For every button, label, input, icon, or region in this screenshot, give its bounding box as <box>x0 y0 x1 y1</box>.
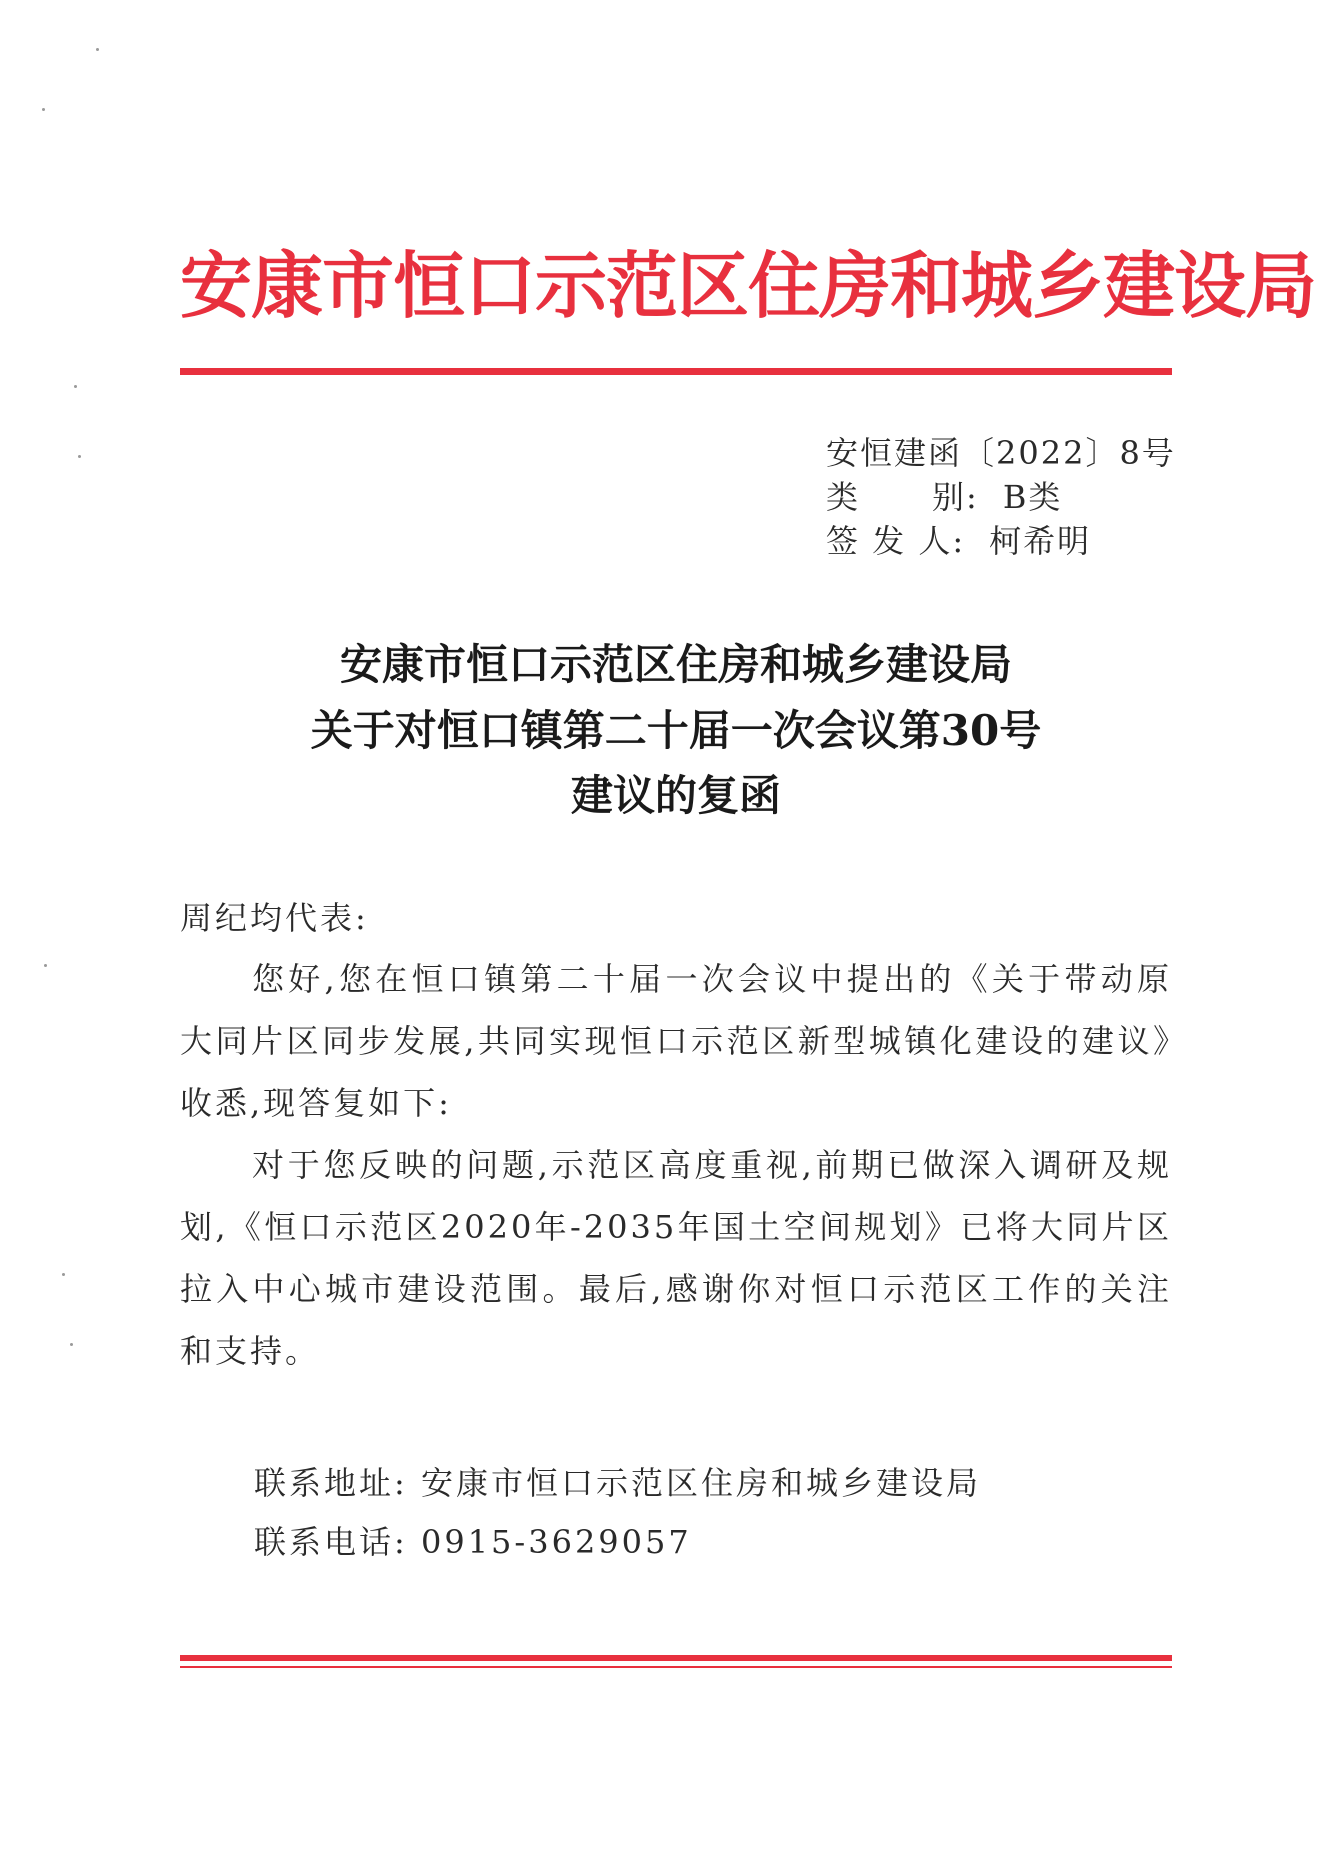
document-title-line-3: 建议的复函 <box>570 771 781 820</box>
document-title-line-1: 安康市恒口示范区住房和城乡建设局 <box>339 640 1012 689</box>
scan-artifact <box>44 964 47 967</box>
footer-divider <box>180 1655 1172 1661</box>
document-title-line-2: 关于对恒口镇第二十届一次会议第30号 <box>310 706 1042 755</box>
issuer-label: 签 发 人: <box>826 522 966 560</box>
body-paragraph-2: 对于您反映的问题,示范区高度重视,前期已做深入调研及规划,《恒口示范区2020年-2035年国土空间规划》已将大同片区拉入中心城市建设范围。最后,感谢你对恒口示范区工作的关注和支持。 <box>180 1146 1172 1370</box>
footer-divider-thin <box>180 1666 1172 1668</box>
issuer-name: 柯希明 <box>989 522 1092 560</box>
body-paragraph-1: 您好,您在恒口镇第二十届一次会议中提出的《关于带动原大同片区同步发展,共同实现恒口示范区新型城镇化建设的建议》收悉,现答复如下: <box>180 960 1172 1122</box>
contact-phone-value: 0915-3629057 <box>420 1523 692 1561</box>
scan-artifact <box>96 48 99 51</box>
scan-artifact <box>70 1343 73 1346</box>
scan-artifact <box>74 385 77 388</box>
category-label-2: 别: <box>932 478 979 516</box>
contact-phone-label: 联系电话: <box>254 1523 408 1561</box>
file-number: 安恒建函〔2022〕8号 <box>826 434 1176 472</box>
contact-address <box>254 1458 981 1504</box>
contact-address-value: 安康市恒口示范区住房和城乡建设局 <box>420 1464 981 1502</box>
scan-artifact <box>78 455 81 458</box>
contact-address-label: 联系地址: <box>254 1464 408 1502</box>
scan-artifact <box>42 108 45 111</box>
category-label: 类 <box>826 478 861 516</box>
document-category <box>826 472 1062 518</box>
letterhead-divider <box>180 368 1172 375</box>
letterhead-title: 安康市恒口示范区住房和城乡建设局 <box>180 244 1317 328</box>
contact-phone <box>254 1517 692 1563</box>
salutation: 周纪均代表: <box>180 899 369 937</box>
document-issuer <box>826 516 1091 562</box>
category-value: B类 <box>1002 478 1063 516</box>
scan-artifact <box>62 1273 65 1276</box>
